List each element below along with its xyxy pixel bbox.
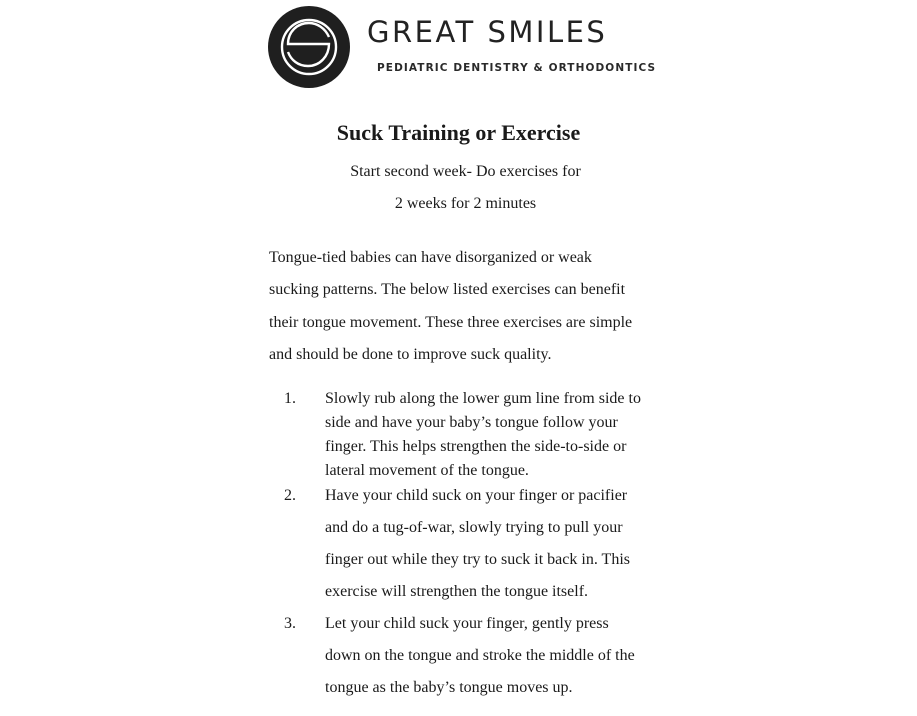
intro-line: Tongue-tied babies can have disorganized or weak: [269, 249, 592, 266]
page-title: Suck Training or Exercise: [336, 120, 581, 145]
intro-line: their tongue movement. These three exercises are simple: [269, 314, 633, 331]
exercise-line: lateral movement of the tongue.: [325, 462, 529, 479]
intro-line: sucking patterns. The below listed exercises can benefit: [269, 281, 626, 298]
exercise-line: and do a tug-of-war, slowly trying to pull your: [325, 519, 623, 536]
exercise-line: Have your child suck on your finger or pacifier: [325, 487, 628, 504]
list-number: 2.: [284, 487, 296, 504]
list-number: 1.: [284, 390, 296, 407]
intro-line: and should be done to improve suck quality.: [269, 346, 552, 363]
exercise-line: finger. This helps strengthen the side-to-side or: [325, 438, 627, 455]
exercise-line: Let your child suck your finger, gently press: [325, 615, 609, 632]
great-smiles-logo: [268, 6, 663, 88]
exercise-line: tongue as the baby’s tongue moves up.: [325, 679, 573, 696]
brand-name: GREAT SMILES: [367, 15, 608, 49]
exercise-line: side and have your baby’s tongue follow your: [325, 414, 618, 431]
subtitle-line: Start second week- Do exercises for: [350, 163, 581, 180]
subtitle-line: 2 weeks for 2 minutes: [394, 195, 537, 212]
exercise-line: exercise will strengthen the tongue itself.: [325, 583, 589, 600]
brand-tagline: PEDIATRIC DENTISTRY & ORTHODONTICS: [377, 62, 657, 74]
exercise-line: Slowly rub along the lower gum line from side to: [325, 390, 641, 407]
exercise-line: finger out while they try to suck it back in. This: [325, 551, 630, 568]
exercise-line: down on the tongue and stroke the middle of the: [325, 647, 635, 664]
list-number: 3.: [284, 615, 296, 632]
smile-logo-icon: [268, 6, 350, 88]
